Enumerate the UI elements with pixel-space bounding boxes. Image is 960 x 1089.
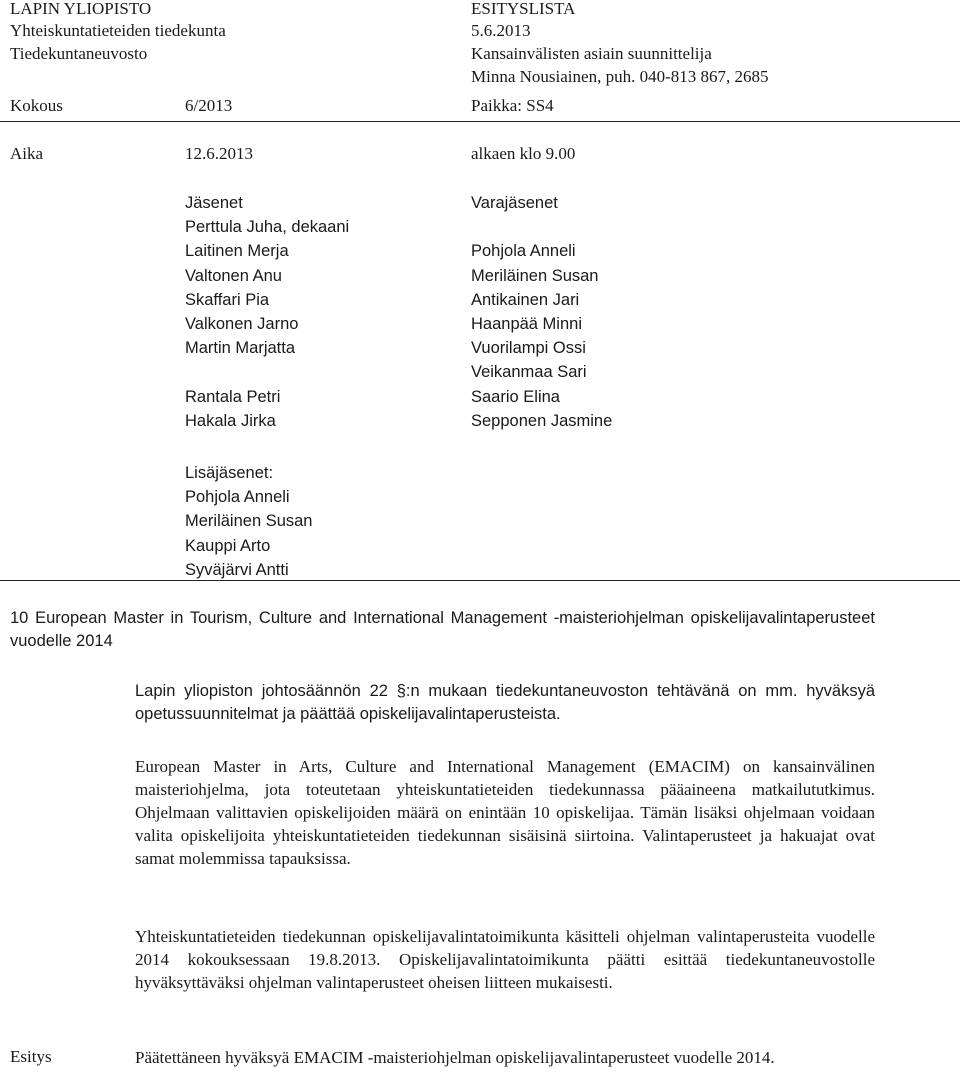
paragraph-committee: Yhteiskuntatieteiden tiedekunnan opiskelijavalintatoimikunta käsitteli ohjelman valintaperusteita vuodelle 2014 kokouksessaan 19.8.2013. Opiskelijavalintatoimikunta päätti esittää tiedekuntaneuvostolle hyväksyttäväksi ohjelman valintaperusteet oheisen liitteen mukaisesti.: [135, 927, 875, 992]
deputies-column: [471, 191, 612, 433]
header-divider: [0, 121, 960, 122]
deputy-name: Sepponen Jasmine: [471, 411, 613, 430]
spacer: [471, 215, 612, 239]
deputy-name: Vuorilampi Ossi: [471, 339, 586, 358]
spacer: [185, 360, 349, 384]
council-name: Tiedekuntaneuvosto: [10, 44, 148, 63]
proposal-text: Päätettäneen hyväksyä EMACIM -maisteriohjelman opiskelijavalintaperusteet vuodelle 2014.: [135, 1048, 775, 1067]
meeting-date: 12.6.2013: [185, 144, 253, 163]
time-label: Aika: [10, 144, 44, 163]
extra-member-name: Pohjola Anneli: [185, 488, 290, 507]
deputy-name: Veikanmaa Sari: [471, 363, 587, 382]
planner-contact: Minna Nousiainen, puh. 040-813 867, 2685: [471, 67, 769, 86]
deputy-name: Pohjola Anneli: [471, 242, 576, 261]
members-title: Jäsenet: [185, 194, 243, 212]
deputy-name: Antikainen Jari: [471, 290, 580, 309]
extra-member-name: Syväjärvi Antti: [185, 560, 289, 579]
meeting-label: Kokous: [10, 96, 63, 115]
document-type: ESITYSLISTA: [471, 0, 576, 18]
member-name: Martin Marjatta: [185, 339, 296, 358]
document-date: 5.6.2013: [471, 21, 531, 40]
deputy-name: Meriläinen Susan: [471, 266, 599, 285]
deputy-name: Saario Elina: [471, 387, 560, 406]
org-name: LAPIN YLIOPISTO: [10, 0, 152, 18]
member-name: Hakala Jirka: [185, 411, 276, 430]
section-divider: [0, 580, 960, 581]
proposal-label: Esitys: [10, 1047, 52, 1066]
agenda-item-heading: 10 European Master in Tourism, Culture and International Management -maisteriohjelman opiskelijavalintaperusteet vuodelle 2014: [10, 609, 875, 650]
extra-members-column: [185, 461, 313, 582]
extra-member-name: Meriläinen Susan: [185, 512, 313, 531]
meeting-start: alkaen klo 9.00: [471, 144, 576, 163]
faculty-name: Yhteiskuntatieteiden tiedekunta: [10, 21, 226, 40]
member-name: Valtonen Anu: [185, 266, 282, 285]
paragraph-program-description: European Master in Arts, Culture and International Management (EMACIM) on kansainvälinen maisteriohjelma, jota toteutetaan yhteiskuntatieteiden tiedekunnassa pääaineena matkailututkimus. Ohjelmaan valittavien opiskelijoiden määrä on enintään 10 opiskelijaa. Tämän lisäksi ohjelmaan voidaan valita opiskelijoita yhteiskuntatieteiden tiedekunnan sisäisinä siirtoina. Valintaperusteet ja hakuajat ovat samat molemmissa tapauksissa.: [135, 757, 875, 868]
deputy-name: Haanpää Minni: [471, 315, 582, 333]
planner-title: Kansainvälisten asiain suunnittelija: [471, 44, 712, 63]
members-column: [185, 191, 349, 433]
deputies-title: Varajäsenet: [471, 194, 558, 212]
member-name: Rantala Petri: [185, 387, 281, 406]
member-name: Laitinen Merja: [185, 242, 289, 261]
paragraph-regulation: Lapin yliopiston johtosäännön 22 §:n mukaan tiedekuntaneuvoston tehtävänä on mm. hyväksyä opetussuunnitelmat ja päättää opiskelijavalintaperusteista.: [135, 682, 875, 723]
meeting-place: Paikka: SS4: [471, 96, 554, 115]
extra-member-name: Kauppi Arto: [185, 536, 271, 555]
member-name: Perttula Juha, dekaani: [185, 218, 350, 237]
meeting-number: 6/2013: [185, 96, 233, 115]
extra-members-title: Lisäjäsenet:: [185, 464, 274, 482]
member-name: Skaffari Pia: [185, 290, 270, 309]
member-name: Valkonen Jarno: [185, 315, 299, 334]
